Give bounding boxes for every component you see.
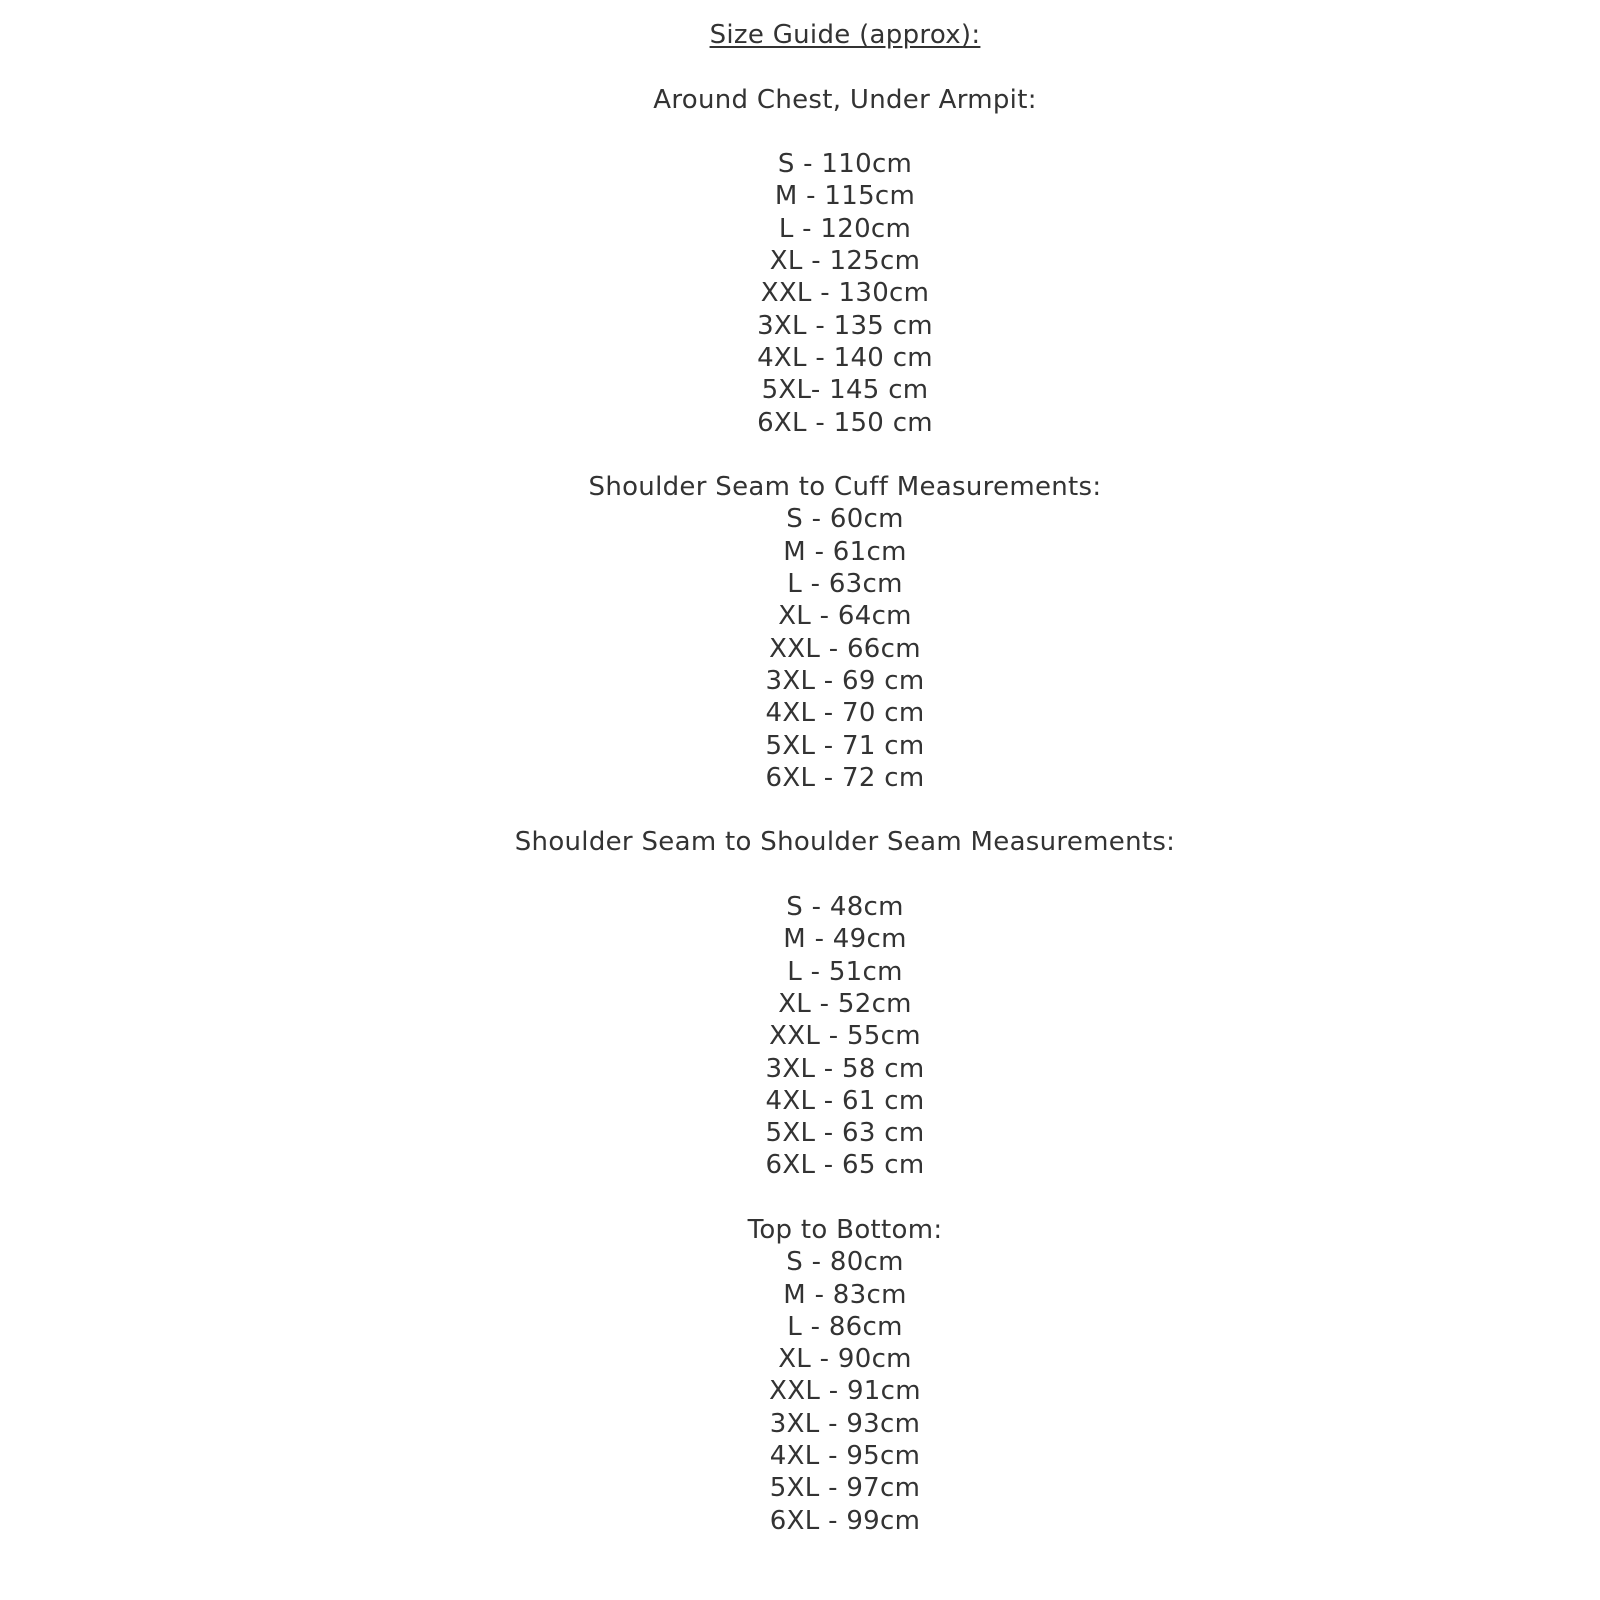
- size-line-4xl: 4XL - 70 cm: [765, 698, 925, 729]
- size-line-m: M - 49cm: [783, 924, 907, 955]
- size-line-4xl: 4XL - 61 cm: [765, 1085, 925, 1116]
- size-line-xxl: XXL - 55cm: [769, 1021, 921, 1052]
- size-line-4xl: 4XL - 95cm: [769, 1441, 921, 1472]
- size-line-l: L - 120cm: [778, 213, 912, 244]
- section-heading: Top to Bottom:: [747, 1214, 943, 1245]
- size-line-m: M - 83cm: [783, 1279, 907, 1310]
- size-line-m: M - 61cm: [783, 536, 907, 567]
- size-line-s: S - 48cm: [786, 892, 904, 923]
- size-line-3xl: 3XL - 58 cm: [765, 1053, 925, 1084]
- section-heading: Shoulder Seam to Shoulder Seam Measurements:: [514, 827, 1176, 858]
- size-line-xl: XL - 125cm: [769, 246, 921, 277]
- size-section: [45, 84, 1600, 439]
- size-line-3xl: 3XL - 93cm: [769, 1408, 921, 1439]
- size-line-s: S - 80cm: [786, 1247, 904, 1278]
- size-line-l: L - 86cm: [787, 1311, 903, 1342]
- size-line-6xl: 6XL - 72 cm: [765, 762, 925, 793]
- size-line-3xl: 3XL - 69 cm: [765, 665, 925, 696]
- size-line-5xl: 5XL - 63 cm: [765, 1118, 925, 1149]
- section-heading: Shoulder Seam to Cuff Measurements:: [588, 472, 1102, 503]
- size-line-6xl: 6XL - 99cm: [769, 1505, 921, 1536]
- size-line-6xl: 6XL - 65 cm: [765, 1150, 925, 1181]
- size-section: [45, 826, 1600, 1181]
- size-guide-sections: [45, 84, 1600, 1537]
- size-line-5xl: 5XL- 145 cm: [761, 375, 929, 406]
- page-title: Size Guide (approx):: [709, 20, 981, 50]
- size-line-5xl: 5XL - 71 cm: [765, 730, 925, 761]
- size-line-6xl: 6XL - 150 cm: [757, 407, 933, 438]
- size-line-m: M - 115cm: [774, 181, 916, 212]
- size-line-xxl: XXL - 130cm: [760, 278, 930, 309]
- size-line-xxl: XXL - 66cm: [769, 633, 921, 664]
- size-line-xl: XL - 52cm: [778, 988, 912, 1019]
- size-line-xl: XL - 64cm: [778, 601, 912, 632]
- size-line-s: S - 60cm: [786, 504, 904, 535]
- size-line-l: L - 63cm: [787, 569, 903, 600]
- size-line-3xl: 3XL - 135 cm: [757, 310, 933, 341]
- size-line-5xl: 5XL - 97cm: [769, 1473, 921, 1504]
- size-section: [45, 471, 1600, 794]
- size-line-s: S - 110cm: [777, 149, 913, 180]
- size-line-xl: XL - 90cm: [778, 1344, 912, 1375]
- section-heading: Around Chest, Under Armpit:: [653, 84, 1037, 115]
- size-line-l: L - 51cm: [787, 956, 903, 987]
- size-line-4xl: 4XL - 140 cm: [757, 342, 933, 373]
- size-guide-document: [45, 0, 1600, 1537]
- size-line-xxl: XXL - 91cm: [769, 1376, 921, 1407]
- size-section: [45, 1214, 1600, 1537]
